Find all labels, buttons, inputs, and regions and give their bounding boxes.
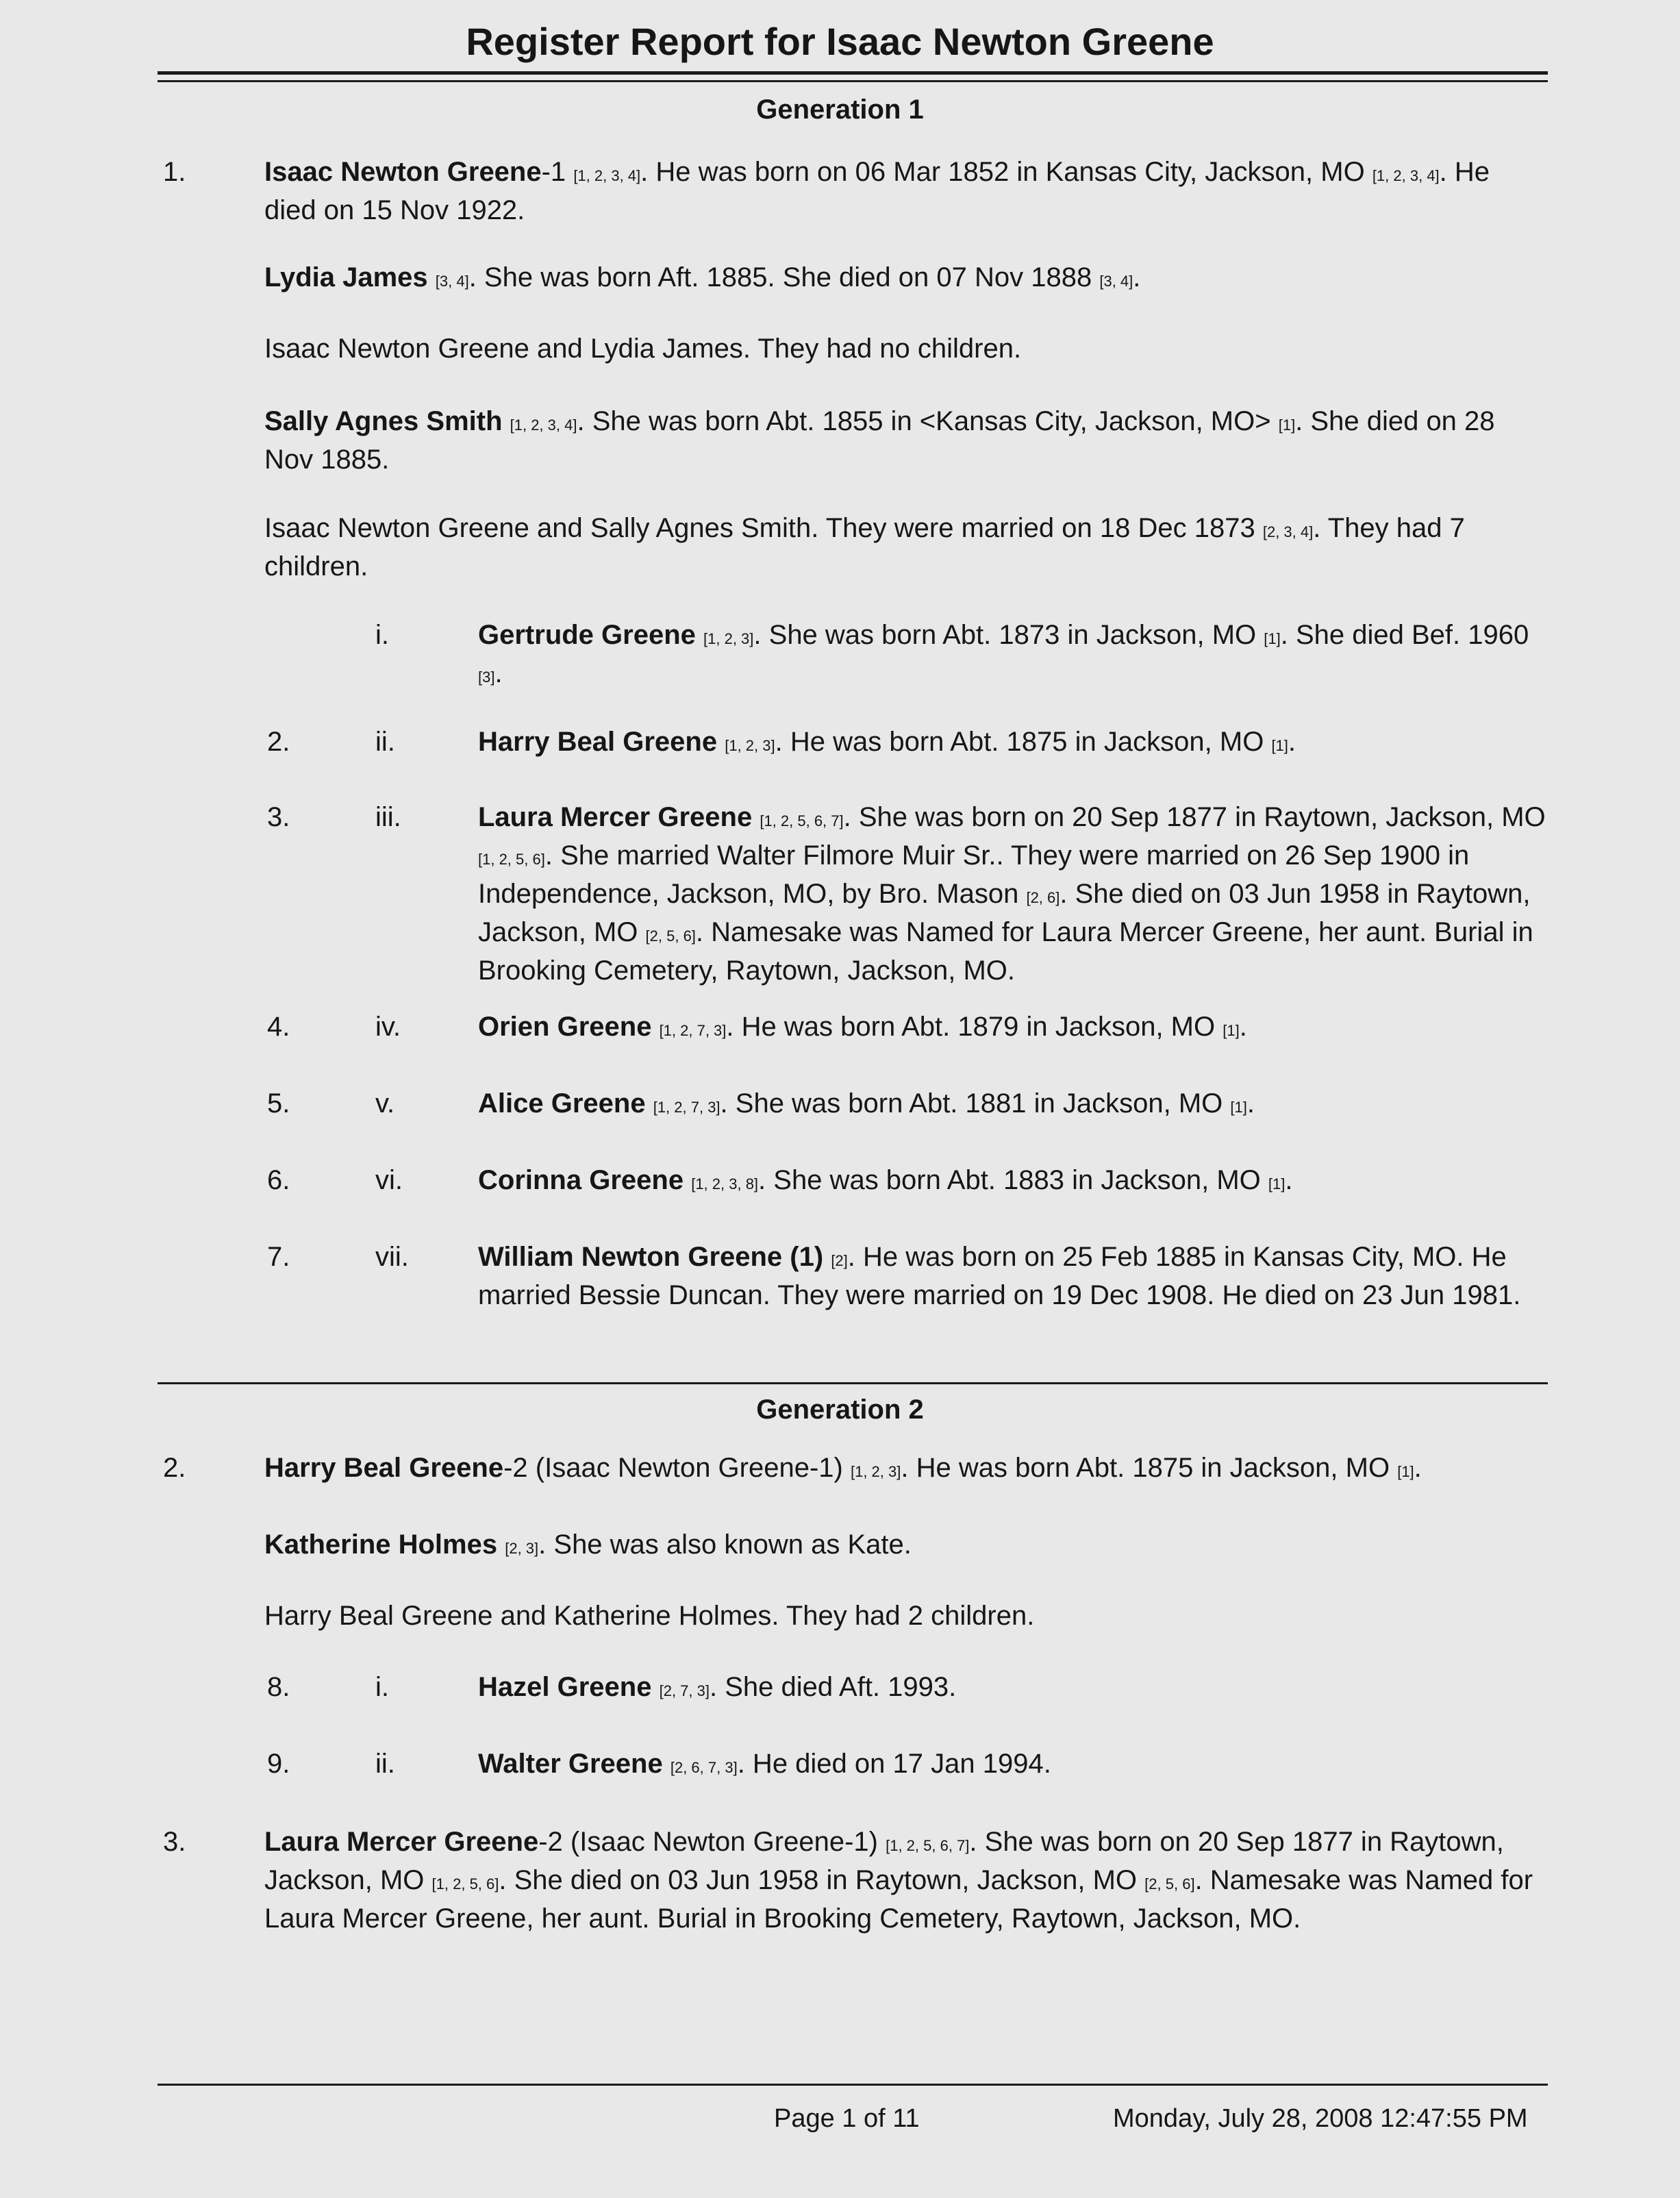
citation: [2, 3]	[505, 1540, 539, 1557]
citation: [1]	[1271, 737, 1288, 754]
citation: [2, 7, 3]	[659, 1682, 710, 1699]
spouse-name: Katherine Holmes	[264, 1529, 498, 1560]
citation: [1, 2, 3]	[725, 737, 775, 754]
citation: [1]	[1264, 630, 1281, 647]
citation: [3, 4]	[1099, 273, 1133, 290]
citation: [1]	[1230, 1099, 1247, 1116]
spouse-name: Lydia James	[264, 262, 428, 292]
child-roman: ii.	[375, 727, 395, 757]
person-entry: Isaac Newton Greene-1 [1, 2, 3, 4]. He was born on 06 Mar 1852 in Kansas City, Jackson, MO [1, 2, 3, 4]. He died on 15 Nov 1922.	[264, 157, 1490, 225]
child-entry: Hazel Greene [2, 7, 3]. She died Aft. 1993.	[478, 1672, 957, 1702]
citation: [1, 2, 3]	[703, 630, 754, 647]
child-entry: William Newton Greene (1) [2]. He was born on 25 Feb 1885 in Kansas City, MO. He married Bessie Duncan. They were married on 19 Dec 1908. He died on 23 Jun 1981.	[478, 1242, 1521, 1310]
entry-number: 3.	[163, 1827, 186, 1857]
entry-number: 2.	[163, 1453, 186, 1483]
child-number: 6.	[267, 1165, 290, 1195]
child-number: 2.	[267, 727, 290, 757]
spouse-entry: Sally Agnes Smith [1, 2, 3, 4]. She was born Abt. 1855 in <Kansas City, Jackson, MO> [1]. She died on 28 Nov 1885.	[264, 406, 1495, 475]
person-name: Laura Mercer Greene	[264, 1827, 539, 1857]
child-name: Gertrude Greene	[478, 620, 696, 650]
child-entry: Gertrude Greene [1, 2, 3]. She was born Abt. 1873 in Jackson, MO [1]. She died Bef. 1960 [3].	[478, 620, 1529, 688]
citation: [1, 2, 3, 4]	[573, 167, 641, 184]
child-roman: iv.	[375, 1012, 401, 1042]
page-number: Page 1 of 11	[774, 2104, 920, 2133]
child-name: Corinna Greene	[478, 1165, 684, 1195]
child-name: Hazel Greene	[478, 1672, 652, 1702]
spouse-name: Sally Agnes Smith	[264, 406, 503, 436]
child-number: 8.	[267, 1672, 290, 1702]
footer-rule	[158, 2084, 1548, 2086]
child-name: Walter Greene	[478, 1749, 663, 1779]
citation: [1]	[1268, 1175, 1286, 1192]
citation: [1, 2, 3, 4]	[1372, 167, 1440, 184]
child-roman: i.	[375, 1672, 389, 1702]
child-entry: Walter Greene [2, 6, 7, 3]. He died on 17 Jan 1994.	[478, 1749, 1051, 1779]
child-entry: Laura Mercer Greene [1, 2, 5, 6, 7]. She was born on 20 Sep 1877 in Raytown, Jackson, MO [1, 2, 5, 6]. She married Walter Filmore Muir Sr.. They were married on 26 Sep 1900 in Independence, Jackson, MO, by Bro. Mason [2, 6]. She died on 03 Jun 1958 in Raytown, Jackson, MO [2, 5, 6]. Namesake was Named for Laura Mercer Greene, her aunt. Burial in Brooking Cemetery, Raytown, Jackson, MO.	[478, 802, 1546, 986]
person-entry: Harry Beal Greene-2 (Isaac Newton Greene-1) [1, 2, 3]. He was born Abt. 1875 in Jackson, MO [1].	[264, 1453, 1422, 1483]
child-name: Harry Beal Greene	[478, 727, 718, 757]
citation: [2, 6]	[1026, 889, 1060, 906]
citation: [1]	[1278, 416, 1296, 434]
child-entry: Alice Greene [1, 2, 7, 3]. She was born Abt. 1881 in Jackson, MO [1].	[478, 1088, 1255, 1119]
spouse-entry: Lydia James [3, 4]. She was born Aft. 1885. She died on 07 Nov 1888 [3, 4].	[264, 262, 1141, 292]
citation: [3]	[478, 669, 495, 686]
child-entry: Orien Greene [1, 2, 7, 3]. He was born Abt. 1879 in Jackson, MO [1].	[478, 1012, 1247, 1042]
child-roman: ii.	[375, 1749, 395, 1779]
report-title: Register Report for Isaac Newton Greene	[466, 20, 1214, 63]
citation: [2]	[831, 1252, 848, 1269]
citation: [1]	[1397, 1463, 1414, 1480]
marriage-line: Isaac Newton Greene and Lydia James. They had no children.	[264, 334, 1022, 364]
child-name: Orien Greene	[478, 1012, 652, 1042]
report-timestamp: Monday, July 28, 2008 12:47:55 PM	[1113, 2104, 1528, 2133]
citation: [1, 2, 3, 8]	[691, 1175, 759, 1192]
generation-heading: Generation 1	[756, 95, 924, 125]
person-name: Isaac Newton Greene	[264, 157, 542, 187]
child-roman: vi.	[375, 1165, 403, 1195]
citation: [2, 6, 7, 3]	[670, 1759, 738, 1776]
child-name: Alice Greene	[478, 1088, 646, 1119]
citation: [2, 5, 6]	[645, 927, 696, 945]
child-roman: iii.	[375, 802, 401, 832]
citation: [1, 2, 3, 4]	[510, 416, 577, 434]
citation: [3, 4]	[435, 273, 469, 290]
person-entry: Laura Mercer Greene-2 (Isaac Newton Greene-1) [1, 2, 5, 6, 7]. She was born on 20 Sep 1877 in Raytown, Jackson, MO [1, 2, 5, 6]. She died on 03 Jun 1958 in Raytown, Jackson, MO [2, 5, 6]. Namesake was Named for Laura Mercer Greene, her aunt. Burial in Brooking Cemetery, Raytown, Jackson, MO.	[264, 1827, 1533, 1934]
citation: [1, 2, 5, 6, 7]	[886, 1837, 970, 1854]
title-rule-top	[158, 71, 1548, 75]
child-name: Laura Mercer Greene	[478, 802, 753, 832]
marriage-line: Harry Beal Greene and Katherine Holmes. They had 2 children.	[264, 1601, 1035, 1631]
citation: [1, 2, 3]	[850, 1463, 901, 1480]
child-roman: vii.	[375, 1242, 409, 1272]
child-number: 4.	[267, 1012, 290, 1042]
citation: [1, 2, 5, 6]	[478, 851, 545, 868]
citation: [1, 2, 7, 3]	[659, 1022, 727, 1039]
citation: [1, 2, 7, 3]	[653, 1099, 720, 1116]
entry-number: 1.	[163, 157, 186, 187]
citation: [1]	[1223, 1022, 1240, 1039]
child-name: William Newton Greene (1)	[478, 1242, 824, 1272]
citation: [1, 2, 5, 6]	[431, 1875, 499, 1893]
spouse-entry: Katherine Holmes [2, 3]. She was also known as Kate.	[264, 1529, 912, 1560]
child-number: 9.	[267, 1749, 290, 1779]
generation-heading: Generation 2	[756, 1395, 924, 1425]
child-entry: Corinna Greene [1, 2, 3, 8]. She was born Abt. 1883 in Jackson, MO [1].	[478, 1165, 1293, 1195]
title-rule-bottom	[158, 80, 1548, 82]
child-roman: i.	[375, 620, 389, 650]
person-name: Harry Beal Greene	[264, 1453, 504, 1483]
child-roman: v.	[375, 1088, 395, 1119]
citation: [1, 2, 5, 6, 7]	[760, 812, 844, 829]
citation: [2, 3, 4]	[1262, 523, 1314, 540]
child-number: 7.	[267, 1242, 290, 1272]
child-number: 5.	[267, 1088, 290, 1119]
citation: [2, 5, 6]	[1144, 1875, 1195, 1893]
child-entry: Harry Beal Greene [1, 2, 3]. He was born Abt. 1875 in Jackson, MO [1].	[478, 727, 1296, 757]
section-divider	[158, 1382, 1548, 1384]
child-number: 3.	[267, 802, 290, 832]
marriage-line: Isaac Newton Greene and Sally Agnes Smith. They were married on 18 Dec 1873 [2, 3, 4]. They had 7 children.	[264, 513, 1465, 582]
